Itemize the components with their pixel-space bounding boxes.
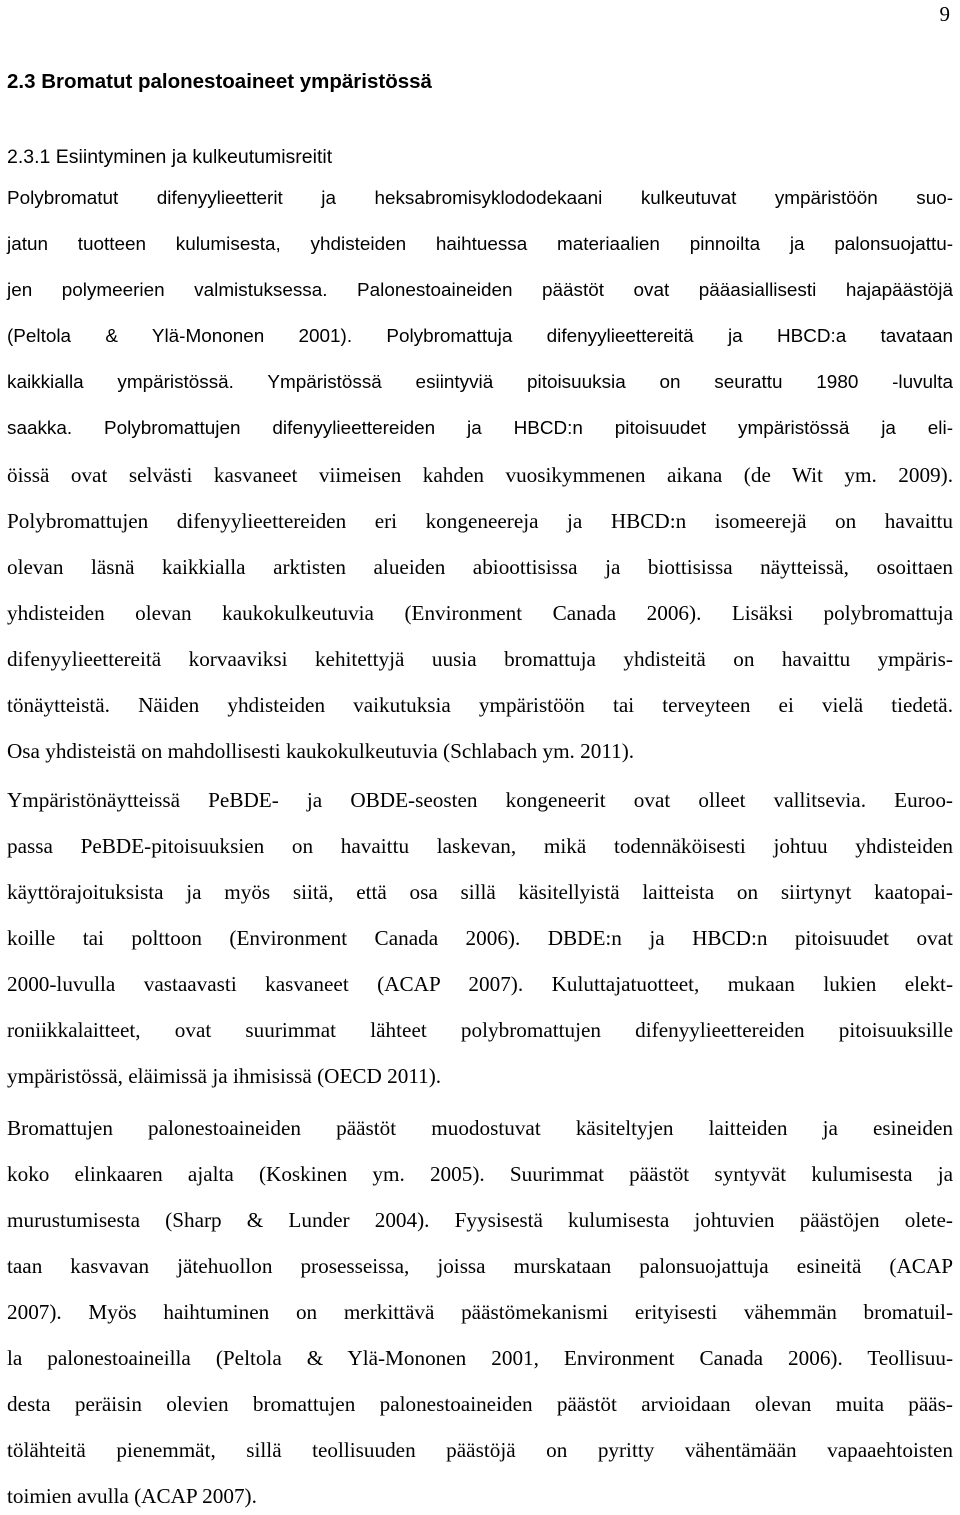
page-number: 9: [939, 2, 950, 26]
text-line: [7, 276, 953, 306]
text-line: [7, 1205, 953, 1235]
text-segment: tölähteitä pienemmät, sillä teollisuuden päästöjä on pyritty vähentämään vapaaehtoisten: [7, 1438, 953, 1462]
text-line: [7, 414, 953, 444]
text-line: [7, 923, 953, 953]
text-line: [7, 877, 953, 907]
text-segment: Osa yhdisteistä on mahdollisesti kaukokulkeutuvia (Schlabach ym. 2011).: [7, 739, 635, 763]
text-segment: yhdisteiden olevan kaukokulkeutuvia (Environment Canada 2006). Lisäksi polybromattuja: [7, 601, 953, 625]
text-segment: la palonestoaineilla (Peltola & Ylä-Mononen 2001, Environment Canada 2006). Teollisuu-: [7, 1346, 953, 1370]
text-line: [7, 1251, 953, 1281]
text-line: [7, 230, 953, 260]
subsection-heading: 2.3.1 Esiintyminen ja kulkeutumisreitit: [7, 146, 333, 168]
text-segment: (Peltola & Ylä-Mononen 2001). Polybromattuja difenyylieettereitä ja HBCD:a tavataan: [7, 326, 953, 347]
text-segment: passa PeBDE-pitoisuuksien on havaittu laskevan, mikä todennäköisesti johtuu yhdisteiden: [7, 834, 953, 858]
text-line: [7, 831, 953, 861]
text-line: [7, 1481, 953, 1511]
text-segment: Ympäristönäytteissä PeBDE- ja OBDE-seosten kongeneerit ovat olleet vallitsevia. Euroo-: [7, 788, 953, 812]
text-line: [7, 552, 953, 582]
text-segment: olevan läsnä kaikkialla arktisten alueiden abioottisissa ja biottisissa näytteissä, osoittaen: [7, 555, 953, 579]
text-segment: 2007). Myös haihtuminen on merkittävä päästömekanismi erityisesti vähemmän bromatuil-: [7, 1300, 953, 1324]
text-line: [7, 506, 953, 536]
text-segment: käyttörajoituksista ja myös siitä, että osa sillä käsitellyistä laitteista on siirtynyt kaatopai-: [7, 880, 953, 904]
text-segment: roniikkalaitteet, ovat suurimmat lähteet polybromattujen difenyylieettereiden pitoisuuksille: [7, 1018, 953, 1042]
text-line: [7, 1435, 953, 1465]
text-segment: kaikkialla ympäristössä. Ympäristössä esiintyviä pitoisuuksia on seurattu 1980 -luvulta: [7, 372, 953, 393]
text-segment: koko elinkaaren ajalta (Koskinen ym. 2005). Suurimmat päästöt syntyvät kulumisesta ja: [7, 1162, 953, 1186]
text-segment: jen polymeerien valmistuksessa. Palonestoaineiden päästöt ovat pääasiallisesti hajapäästöjä: [7, 280, 953, 301]
text-segment: difenyylieettereitä korvaaviksi kehitettyjä uusia bromattuja yhdisteitä on havaittu ympäris-: [7, 647, 953, 671]
text-line: [7, 322, 953, 352]
text-segment: desta peräisin olevien bromattujen palonestoaineiden päästöt arvioidaan olevan muita pääs-: [7, 1392, 953, 1416]
text-line: [7, 1113, 953, 1143]
text-segment: Polybromatut difenyylieetterit ja heksabromisyklododekaani kulkeutuvat ympäristöön suo-: [7, 188, 953, 209]
text-segment: 2000-luvulla vastaavasti kasvaneet (ACAP 2007). Kuluttajatuotteet, mukaan lukien elekt-: [7, 972, 953, 996]
text-line: [7, 736, 953, 766]
text-line: [7, 1061, 953, 1091]
text-line: [7, 969, 953, 999]
text-line: [7, 690, 953, 720]
text-line: [7, 368, 953, 398]
text-segment: ympäristössä, eläimissä ja ihmisissä (OECD 2011).: [7, 1064, 442, 1088]
text-segment: toimien avulla (ACAP 2007).: [7, 1484, 257, 1508]
text-line: [7, 644, 953, 674]
text-segment: koille tai polttoon (Environment Canada 2006). DBDE:n ja HBCD:n pitoisuudet ovat: [7, 926, 953, 950]
text-segment: Bromattujen palonestoaineiden päästöt muodostuvat käsiteltyjen laitteiden ja esineiden: [7, 1116, 953, 1140]
text-line: [7, 1389, 953, 1419]
section-heading: 2.3 Bromatut palonestoaineet ympäristössä: [7, 70, 432, 93]
text-line: [7, 1343, 953, 1373]
text-segment: murustumisesta (Sharp & Lunder 2004). Fyysisestä kulumisesta johtuvien päästöjen olete-: [7, 1208, 953, 1232]
text-segment: jatun tuotteen kulumisesta, yhdisteiden haihtuessa materiaalien pinnoilta ja palonsuojattu-: [7, 234, 953, 255]
text-line: [7, 598, 953, 628]
text-segment: tönäytteistä. Näiden yhdisteiden vaikutuksia ympäristöön tai terveyteen ei vielä tiedetä.: [7, 693, 953, 717]
text-line: [7, 184, 953, 214]
text-line: [7, 1159, 953, 1189]
text-segment: Polybromattujen difenyylieettereiden eri kongeneereja ja HBCD:n isomeerejä on havaittu: [7, 509, 953, 533]
text-line: [7, 1297, 953, 1327]
text-segment: taan kasvavan jätehuollon prosesseissa, joissa murskataan palonsuojattuja esineitä (ACAP: [7, 1254, 953, 1278]
text-segment: öissä ovat selvästi kasvaneet viimeisen kahden vuosikymmenen aikana (de Wit ym. 2009).: [7, 463, 953, 487]
text-line: [7, 785, 953, 815]
text-segment: saakka. Polybromattujen difenyylieettereiden ja HBCD:n pitoisuudet ympäristössä ja eli-: [7, 418, 953, 439]
text-line: [7, 460, 953, 490]
text-line: [7, 1015, 953, 1045]
